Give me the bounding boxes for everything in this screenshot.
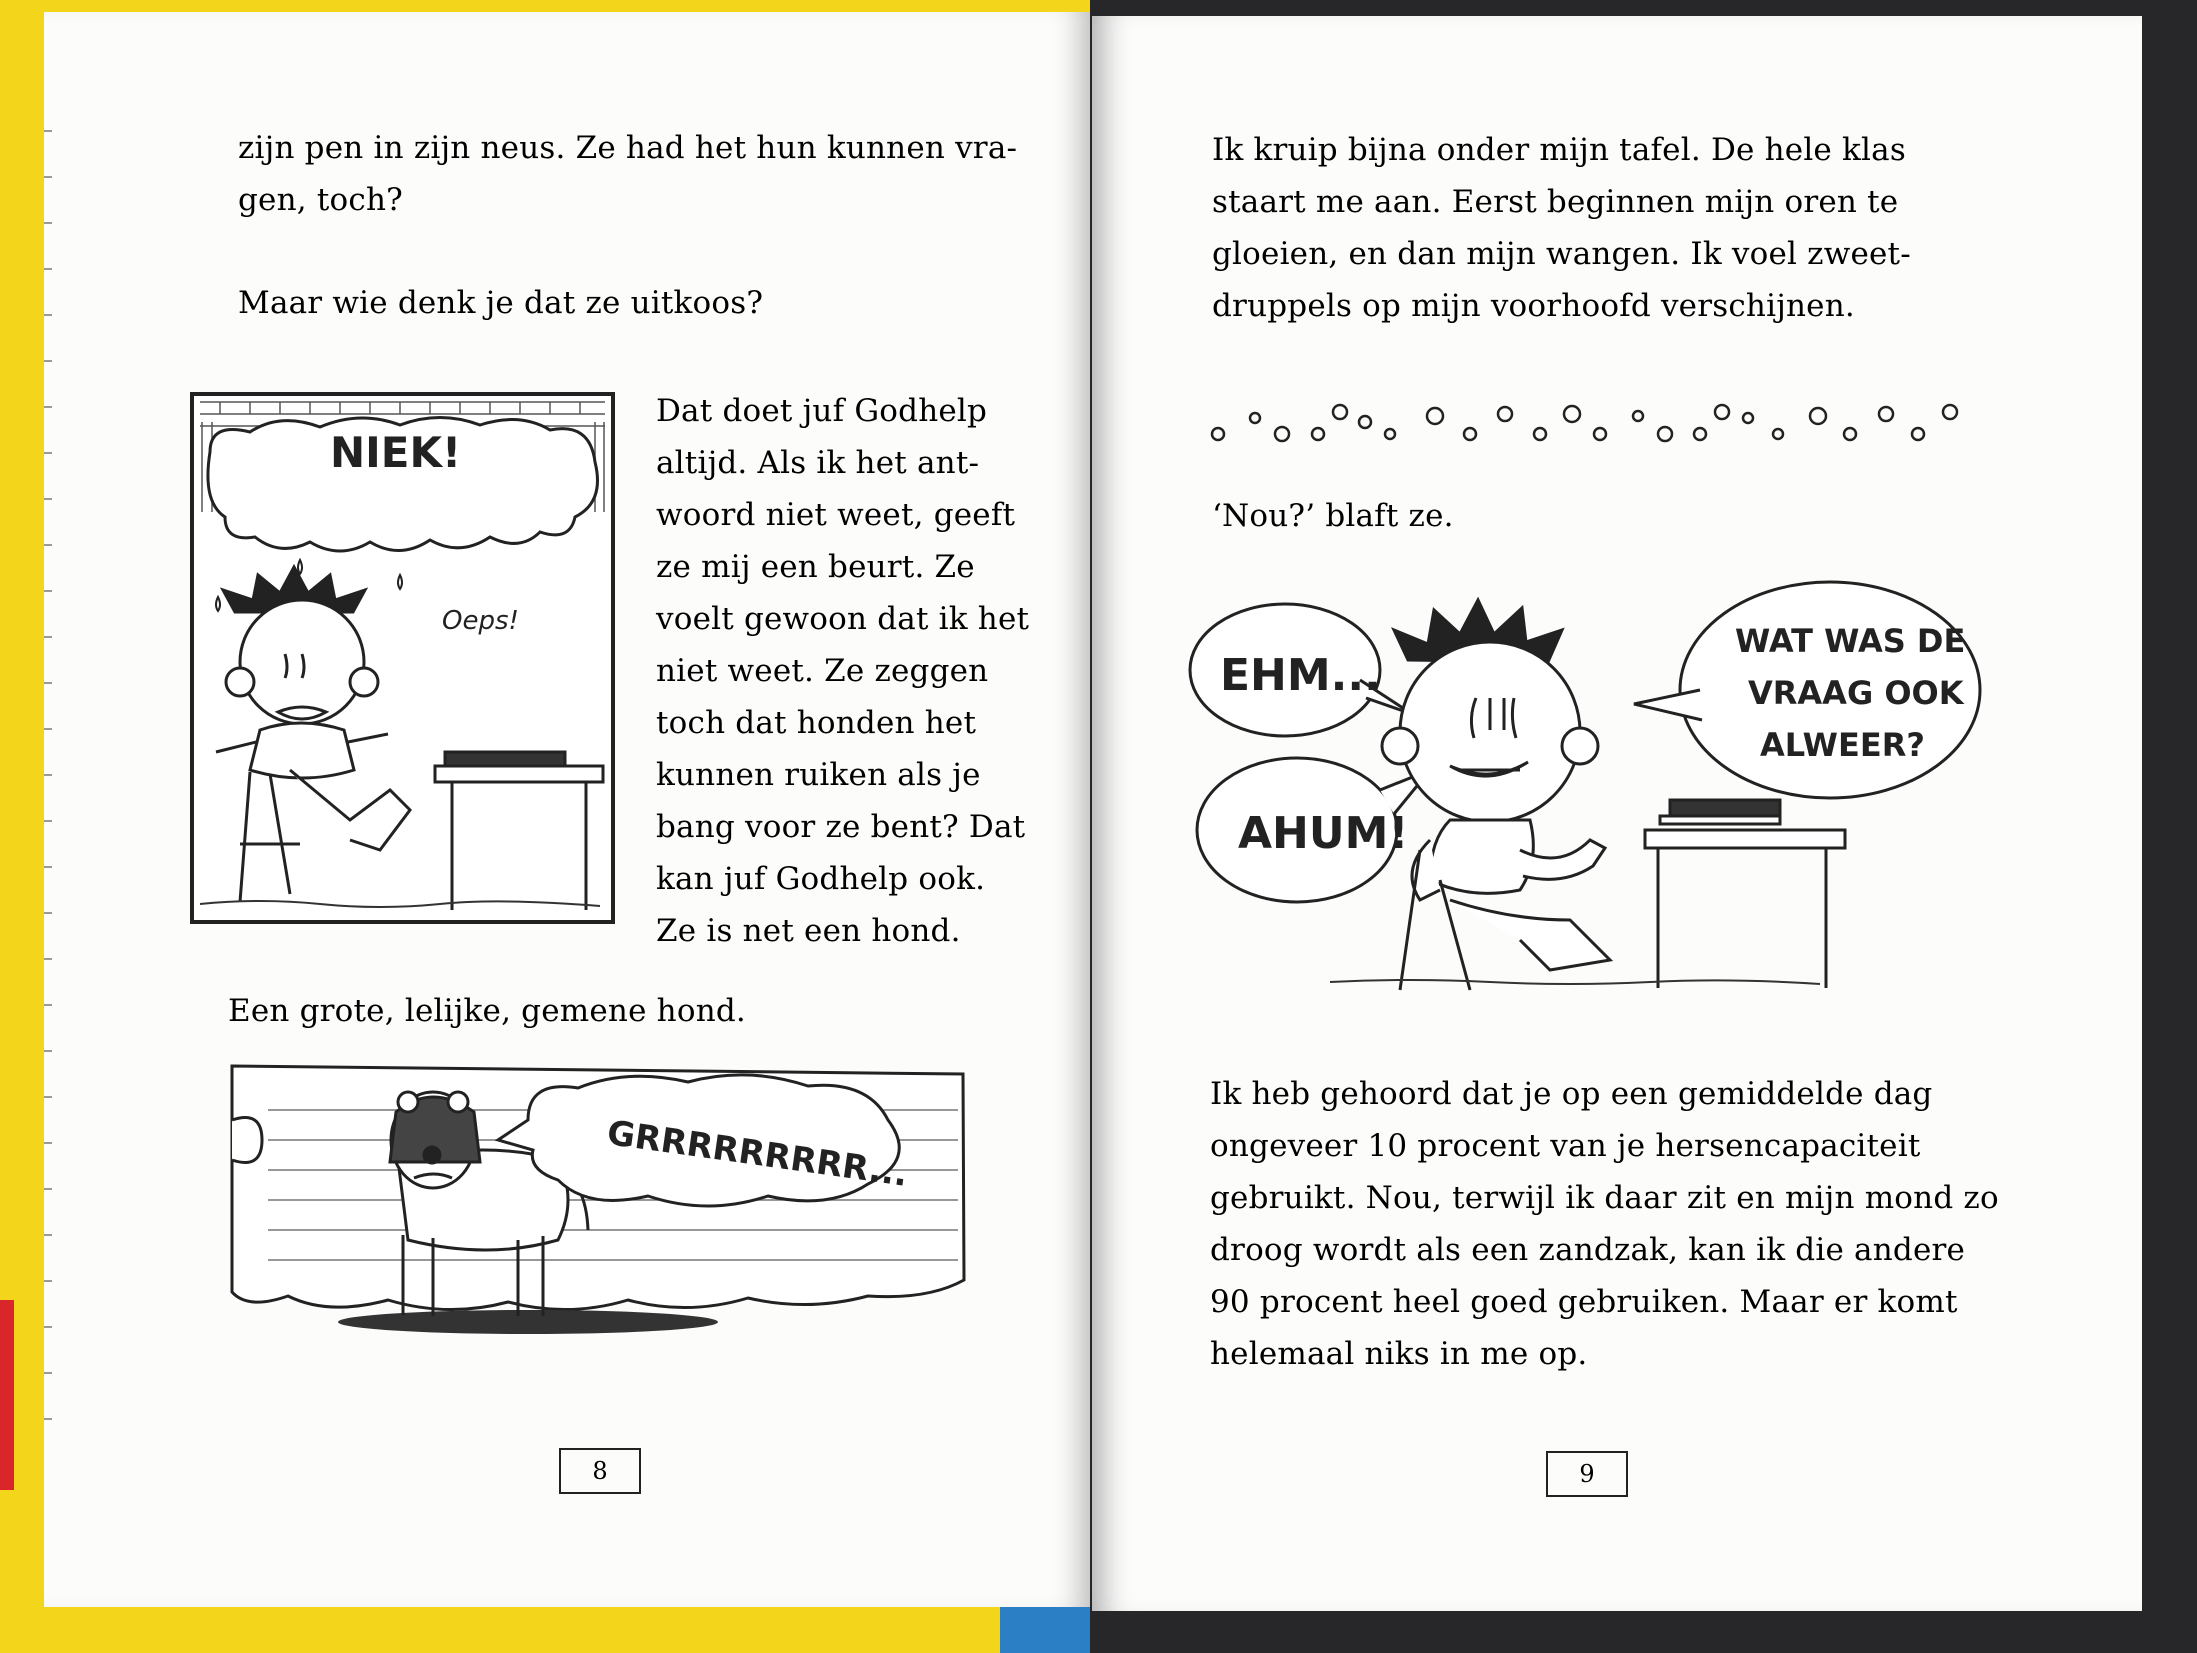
text-line: ‘Nou?’ blaft ze. [1212,498,1454,534]
text-line: bang voor ze bent? Dat [656,809,1026,845]
text-line: Ik kruip bijna onder mijn tafel. De hele klas [1212,132,1906,168]
bubble-question-line-3: ALWEER? [1760,726,1925,764]
text-line: druppels op mijn voorhoofd verschijnen. [1212,288,1855,324]
cover-blue-strip [1000,1600,1090,1653]
text-line: woord niet weet, geeft [656,497,1016,533]
text-line: zijn pen in zijn neus. Ze had het hun kunnen vra- [238,130,1018,166]
growl-text: GRRRRRRRRR... [604,1113,911,1195]
bubble-ahum: AHUM! [1238,808,1409,859]
text-line: voelt gewoon dat ik het [656,601,1030,637]
bubble-question-line-2: VRAAG OOK [1748,674,1964,712]
bubble-question-line-1: WAT WAS DE [1735,622,1966,660]
page-number-right: 9 [1546,1451,1628,1497]
text-line: kan juf Godhelp ook. [656,861,986,897]
text-line: Ik heb gehoord dat je op een gemiddelde dag [1210,1076,1933,1112]
text-line: ongeveer 10 procent van je hersencapaciteit [1210,1128,1921,1164]
text-line: Ze is net een hond. [656,913,961,949]
text-line: droog wordt als een zandzak, kan ik die andere [1210,1232,1966,1268]
right-paragraph-3 [1210,1068,1999,1380]
left-paragraph-3 [656,385,1029,957]
text-line: kunnen ruiken als je [656,757,981,793]
cover-red-strip [0,1300,14,1490]
left-paragraph-2 [238,277,763,329]
text-line: Maar wie denk je dat ze uitkoos? [238,285,764,321]
text-line: altijd. Als ik het ant- [656,445,980,481]
page-edge-ticks [44,130,52,1430]
text-line: gen, toch? [238,182,403,218]
comic-panel-niek [190,392,615,924]
text-line: 90 procent heel goed gebruiken. Maar er komt [1210,1284,1958,1320]
left-paragraph-4 [228,985,746,1037]
text-line: toch dat honden het [656,705,977,741]
bubble-ehm: EHM... [1220,650,1381,701]
page-number-left: 8 [559,1448,641,1494]
comic-panel-dog [228,1060,970,1342]
text-line: Dat doet juf Godhelp [656,393,988,429]
shout-niek: NIEK! [330,428,462,477]
text-line: staart me aan. Eerst beginnen mijn oren te [1212,184,1899,220]
text-line: helemaal niks in me op. [1210,1336,1588,1372]
text-line: gloeien, en dan mijn wangen. Ik voel zweet- [1212,236,1911,272]
text-line: gebruikt. Nou, terwijl ik daar zit en mijn mond zo [1210,1180,1999,1216]
comic-panel-classroom [1180,580,1990,995]
oeps-exclamation: Oeps! [442,606,519,636]
scene-break-circles [1200,398,1960,448]
left-paragraph-1 [238,122,1017,226]
text-line: niet weet. Ze zeggen [656,653,989,689]
right-paragraph-1 [1212,124,1911,332]
text-line: Een grote, lelijke, gemene hond. [228,993,746,1029]
text-line: ze mij een beurt. Ze [656,549,975,585]
right-paragraph-2 [1212,490,1454,542]
